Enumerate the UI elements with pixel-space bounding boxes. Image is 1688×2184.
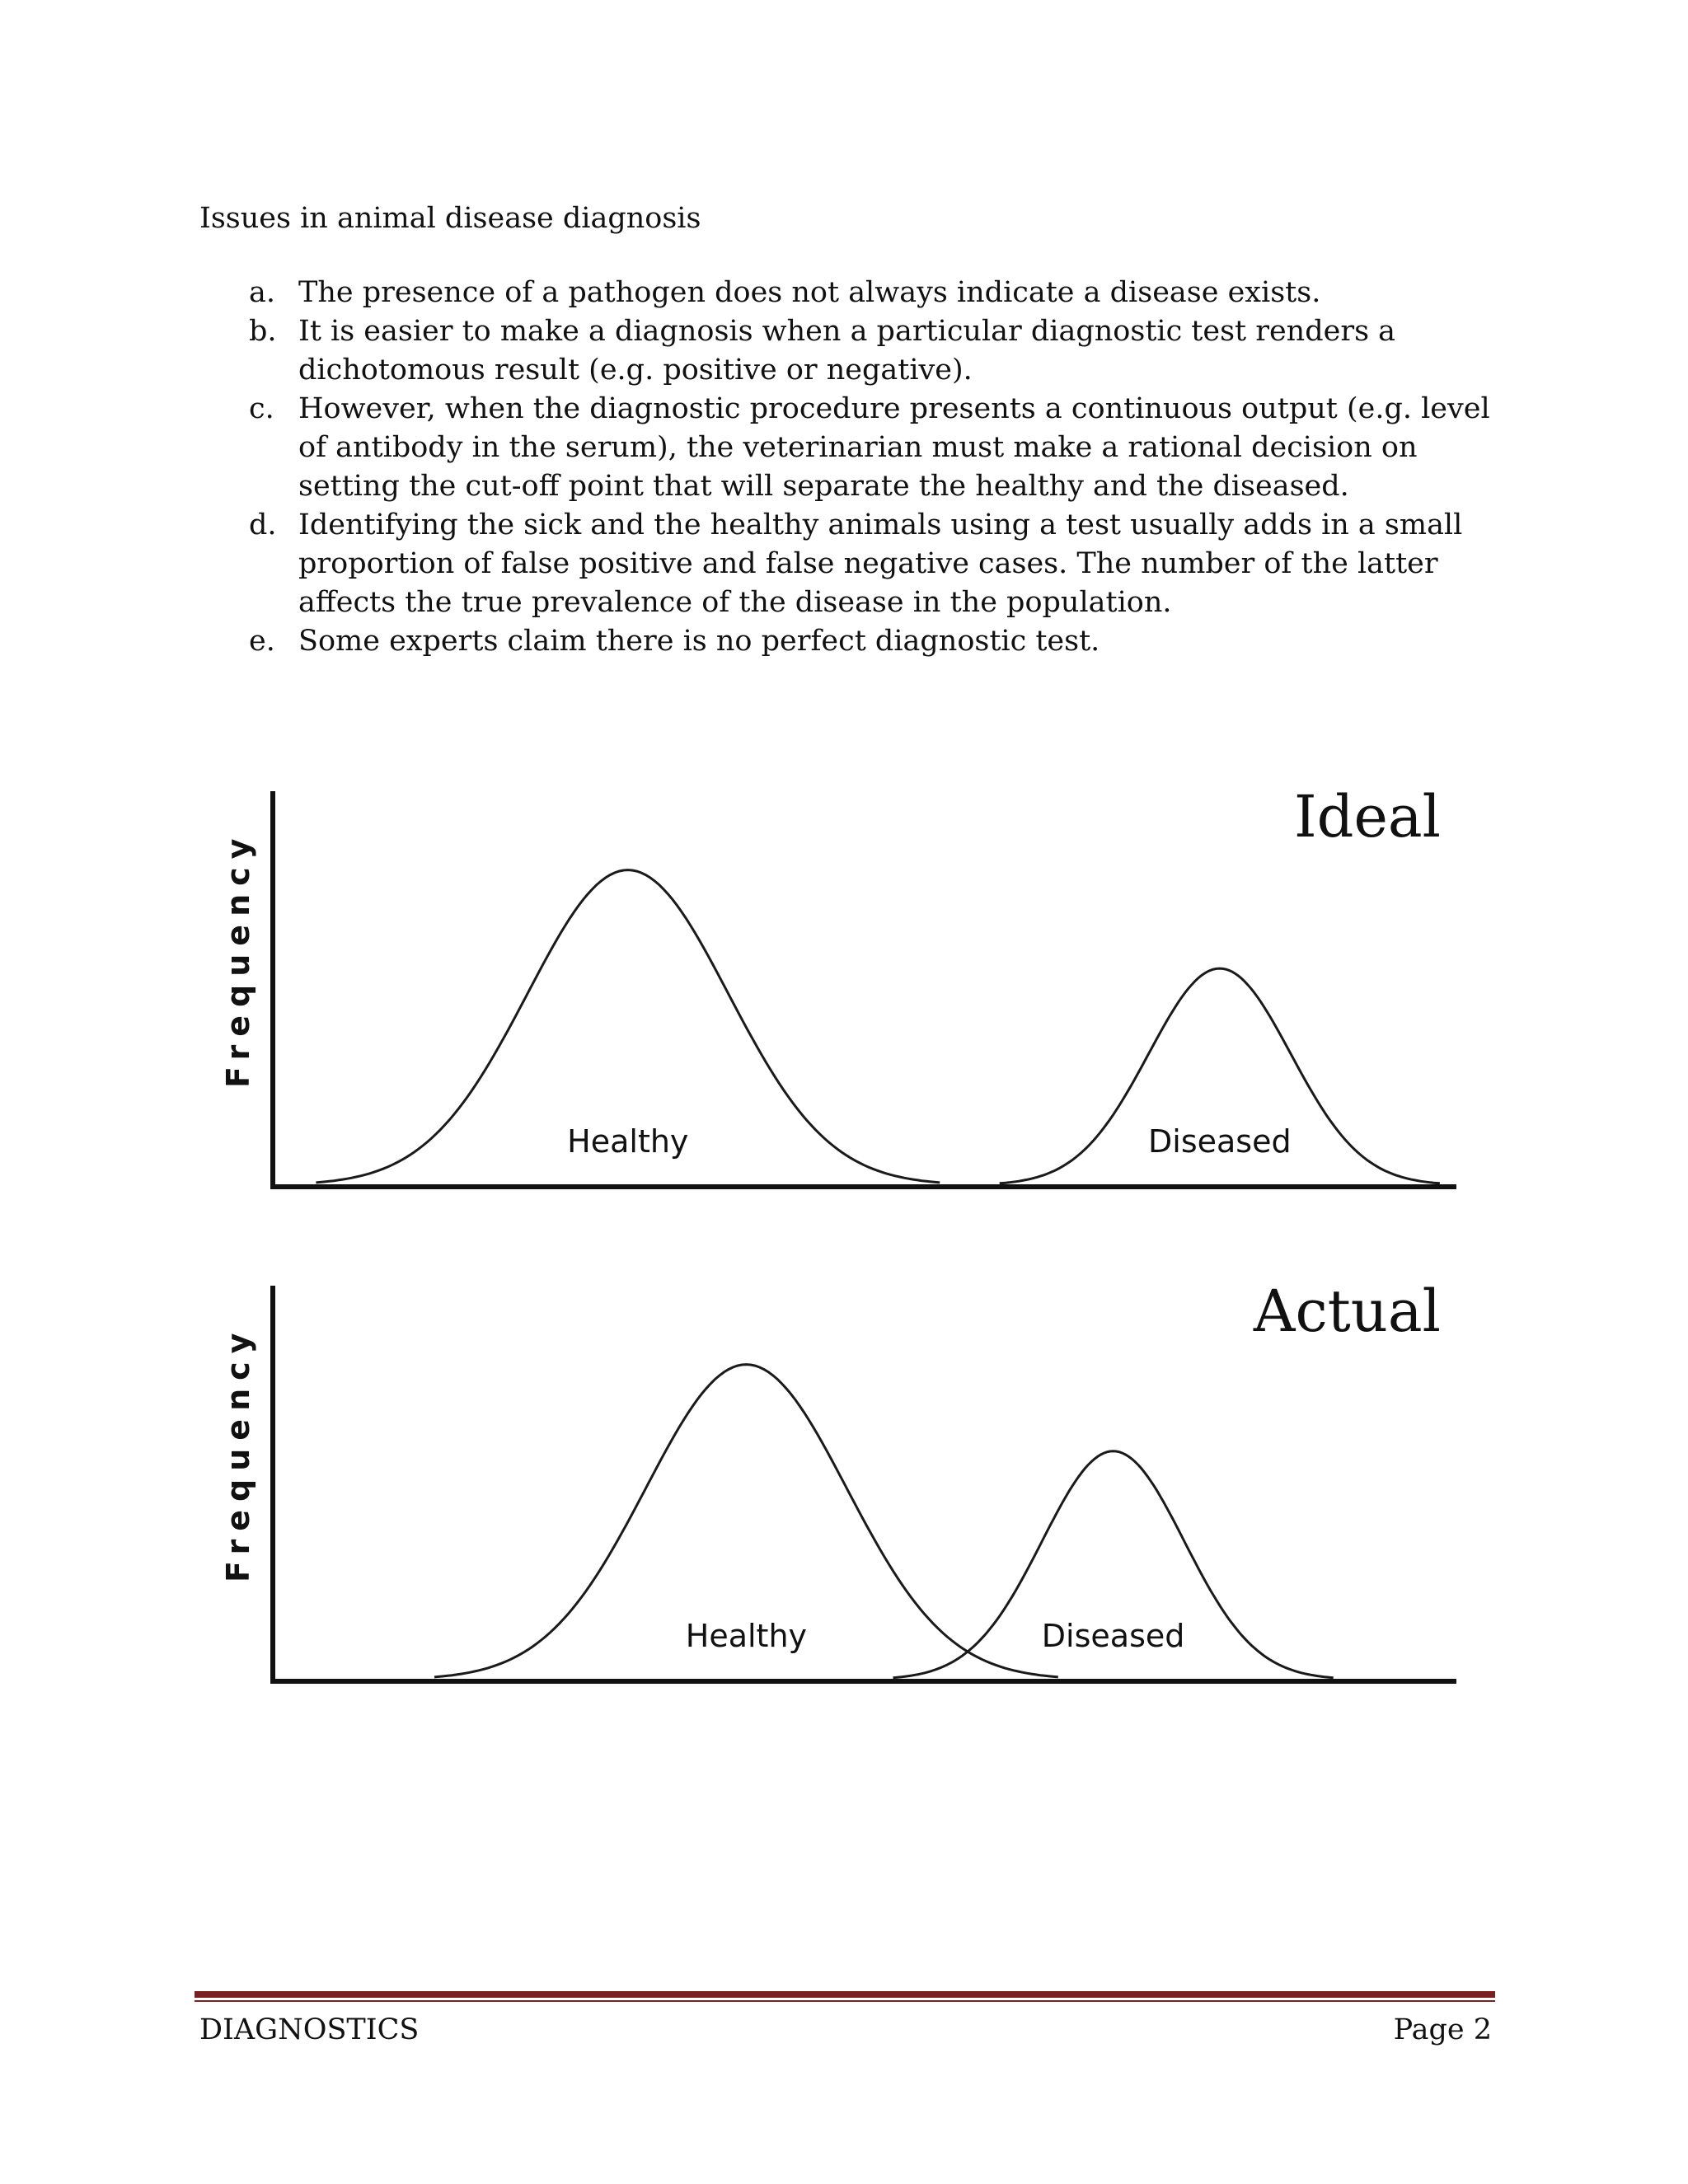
- list-item: [0, 390, 1688, 506]
- list-item: [0, 506, 1688, 622]
- ideal-chart-svg: [198, 783, 1484, 1212]
- y-axis-label: Frequency: [220, 830, 256, 1088]
- issues-list: [0, 274, 1688, 661]
- diseased-label: Diseased: [1041, 1618, 1185, 1654]
- list-marker: e.: [249, 625, 275, 658]
- footer-title: DIAGNOSTICS: [199, 2013, 420, 2046]
- footer-rule-thin: [195, 2000, 1495, 2002]
- diseased-label: Diseased: [1148, 1123, 1292, 1160]
- healthy-label: Healthy: [567, 1123, 689, 1160]
- actual-distribution-chart: [198, 1277, 1484, 1706]
- list-marker: c.: [249, 392, 274, 425]
- list-marker: a.: [249, 276, 275, 309]
- footer-rule: [195, 1991, 1495, 2002]
- list-item-text: Identifying the sick and the healthy animals using a test usually adds in a small proportion of false positive and false negative cases. The number of the latter affects the true prevalence of the disease in the population.: [298, 509, 1463, 619]
- list-marker: d.: [249, 509, 277, 541]
- healthy-label: Healthy: [685, 1618, 808, 1654]
- page-number: Page 2: [1393, 2013, 1492, 2046]
- list-item-text: Some experts claim there is no perfect diagnostic test.: [298, 625, 1100, 658]
- chart-title: Actual: [1253, 1277, 1441, 1345]
- list-item-text: The presence of a pathogen does not always indicate a disease exists.: [298, 276, 1321, 309]
- y-axis-label: Frequency: [220, 1324, 256, 1582]
- list-item-text: It is easier to make a diagnosis when a particular diagnostic test renders a dichotomous result (e.g. positive or negative).: [298, 315, 1396, 387]
- list-item: [0, 622, 1688, 661]
- footer-rule-thick: [195, 1991, 1495, 1998]
- chart-title: Ideal: [1293, 783, 1441, 851]
- actual-chart-svg: [198, 1277, 1484, 1706]
- list-item: [0, 274, 1688, 312]
- ideal-distribution-chart: [198, 783, 1484, 1212]
- section-heading: Issues in animal disease diagnosis: [199, 202, 701, 235]
- axes: [273, 1286, 1456, 1681]
- list-item-text: However, when the diagnostic procedure presents a continuous output (e.g. level of antibody in the serum), the veterinarian must make a rational decision on setting the cut-off point that will separate the healthy and the diseased.: [298, 392, 1490, 503]
- list-marker: b.: [249, 315, 277, 348]
- list-item: [0, 312, 1688, 390]
